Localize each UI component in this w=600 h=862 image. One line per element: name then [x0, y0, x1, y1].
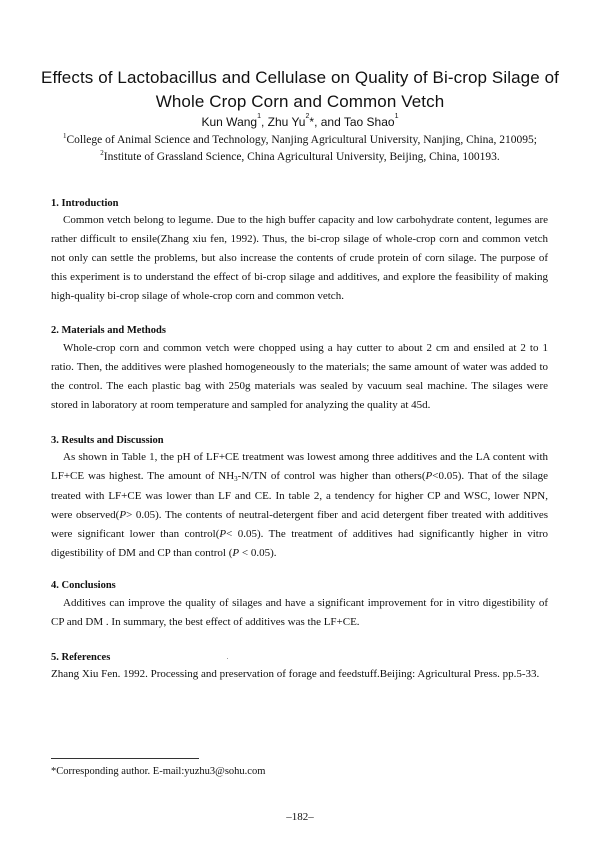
stray-mark: [227, 658, 228, 659]
author-name: Tao Shao: [343, 115, 395, 129]
subscript: 3: [234, 475, 238, 483]
paragraph-conclusions: [51, 594, 548, 632]
paragraph-text: < 0.05). The treatment of additives had significantly higher in vitro digestibility of DM and CP than control (: [51, 528, 548, 559]
paragraph-text: Additives can improve the quality of silages and have a significant improvement for in vitro digestibility of CP and DM . In summary, the best effect of additives was the LF+CE.: [51, 597, 548, 628]
corresponding-mark: *: [309, 115, 315, 129]
p-value-symbol: P: [425, 470, 433, 482]
paragraph-introduction: [51, 211, 548, 306]
paragraph-text: As shown in Table 1, the pH of LF+CE treatment was lowest among three additives and the LA content with LF+CE was highest. The amount of NH: [51, 451, 548, 482]
section-heading-methods: 2. Materials and Methods: [51, 325, 166, 336]
paragraph-text: Common vetch belong to legume. Due to the high buffer capacity and low carbohydrate content, legumes are rather difficult to ensile(Zhang xiu fen, 1992). Thus, the bi-crop silage of whole-crop corn and common vetch not only can settle the problems, but also increase the contents of crude protein of corn silage. The purpose of this experiment is to understand the effect of bi-crop silage and additives, and explore the feasibility of making high-quality bi-crop silage of whole-crop corn and common vetch.: [51, 214, 548, 302]
paragraph-text: <0.05). That of the silage treated with LF+CE was lower than LF and CE. In table 2, a tendency for higher CP and WSC, lower NPN, were observed(: [51, 470, 548, 521]
section-heading-references: 5. References: [51, 652, 111, 663]
affiliation-1: [30, 134, 570, 146]
title-line-1: Effects of Lactobacillus and Cellulase on Quality of Bi-crop Silage of: [41, 68, 559, 87]
paragraph-methods: [51, 339, 548, 415]
affiliation-text: College of Animal Science and Technology, Nanjing Agricultural University, Nanjing, China, 210095;: [66, 134, 537, 146]
paragraph-text: > 0.05). The contents of neutral-detergent fiber and acid detergent fiber treated with additives were significant lower than control(: [51, 509, 548, 540]
affiliation-sup: 2: [100, 149, 104, 157]
p-value-symbol: P: [232, 547, 240, 559]
author-separator: , and: [314, 115, 344, 129]
p-value-symbol: P: [119, 509, 127, 521]
author-list: [40, 115, 560, 129]
section-heading-introduction: 1. Introduction: [51, 198, 119, 209]
author-affil-sup: 1: [394, 113, 399, 120]
paragraph-results: [51, 448, 548, 563]
section-heading-conclusions: 4. Conclusions: [51, 580, 116, 591]
page-number: –182–: [286, 811, 314, 823]
paragraph-text: -N/TN of control was higher than others(: [237, 470, 426, 482]
paragraph-text: Whole-crop corn and common vetch were chopped using a hay cutter to about 2 cm and ensiled at 2 to 1 ratio. Then, the additives were plashed homogeneously to the materials; the same amount of water was added to the control. The each plastic bag with 250g materials was sealed by vacuum seal machine. The silages were stored in laboratory at room temperature and sampled for analyzing the quality at 45d.: [51, 342, 548, 411]
author-name: Zhu Yu: [267, 115, 306, 129]
p-value-symbol: P: [219, 528, 227, 540]
affiliation-sup: 1: [62, 132, 67, 140]
title-line-2: Whole Crop Corn and Common Vetch: [155, 92, 445, 111]
author-separator: ,: [261, 115, 268, 129]
affiliation-text: Institute of Grassland Science, China Agricultural University, Beijing, China, 100193.: [103, 151, 500, 163]
footnote-divider: [51, 758, 199, 759]
author-name: Kun Wang: [201, 115, 258, 129]
section-heading-results: 3. Results and Discussion: [51, 435, 164, 446]
reference-entry: Zhang Xiu Fen. 1992. Processing and preservation of forage and feedstuff.Beijing: Agricultural Press. pp.5-33.: [51, 668, 540, 680]
author-affil-sup: 2: [305, 113, 310, 120]
corresponding-author-footnote: *Corresponding author. E-mail:yuzhu3@sohu.com: [51, 766, 266, 777]
paper-title: [40, 66, 560, 114]
author-affil-sup: 1: [257, 113, 261, 120]
affiliation-2: [30, 151, 570, 163]
paragraph-text: < 0.05).: [239, 547, 277, 559]
